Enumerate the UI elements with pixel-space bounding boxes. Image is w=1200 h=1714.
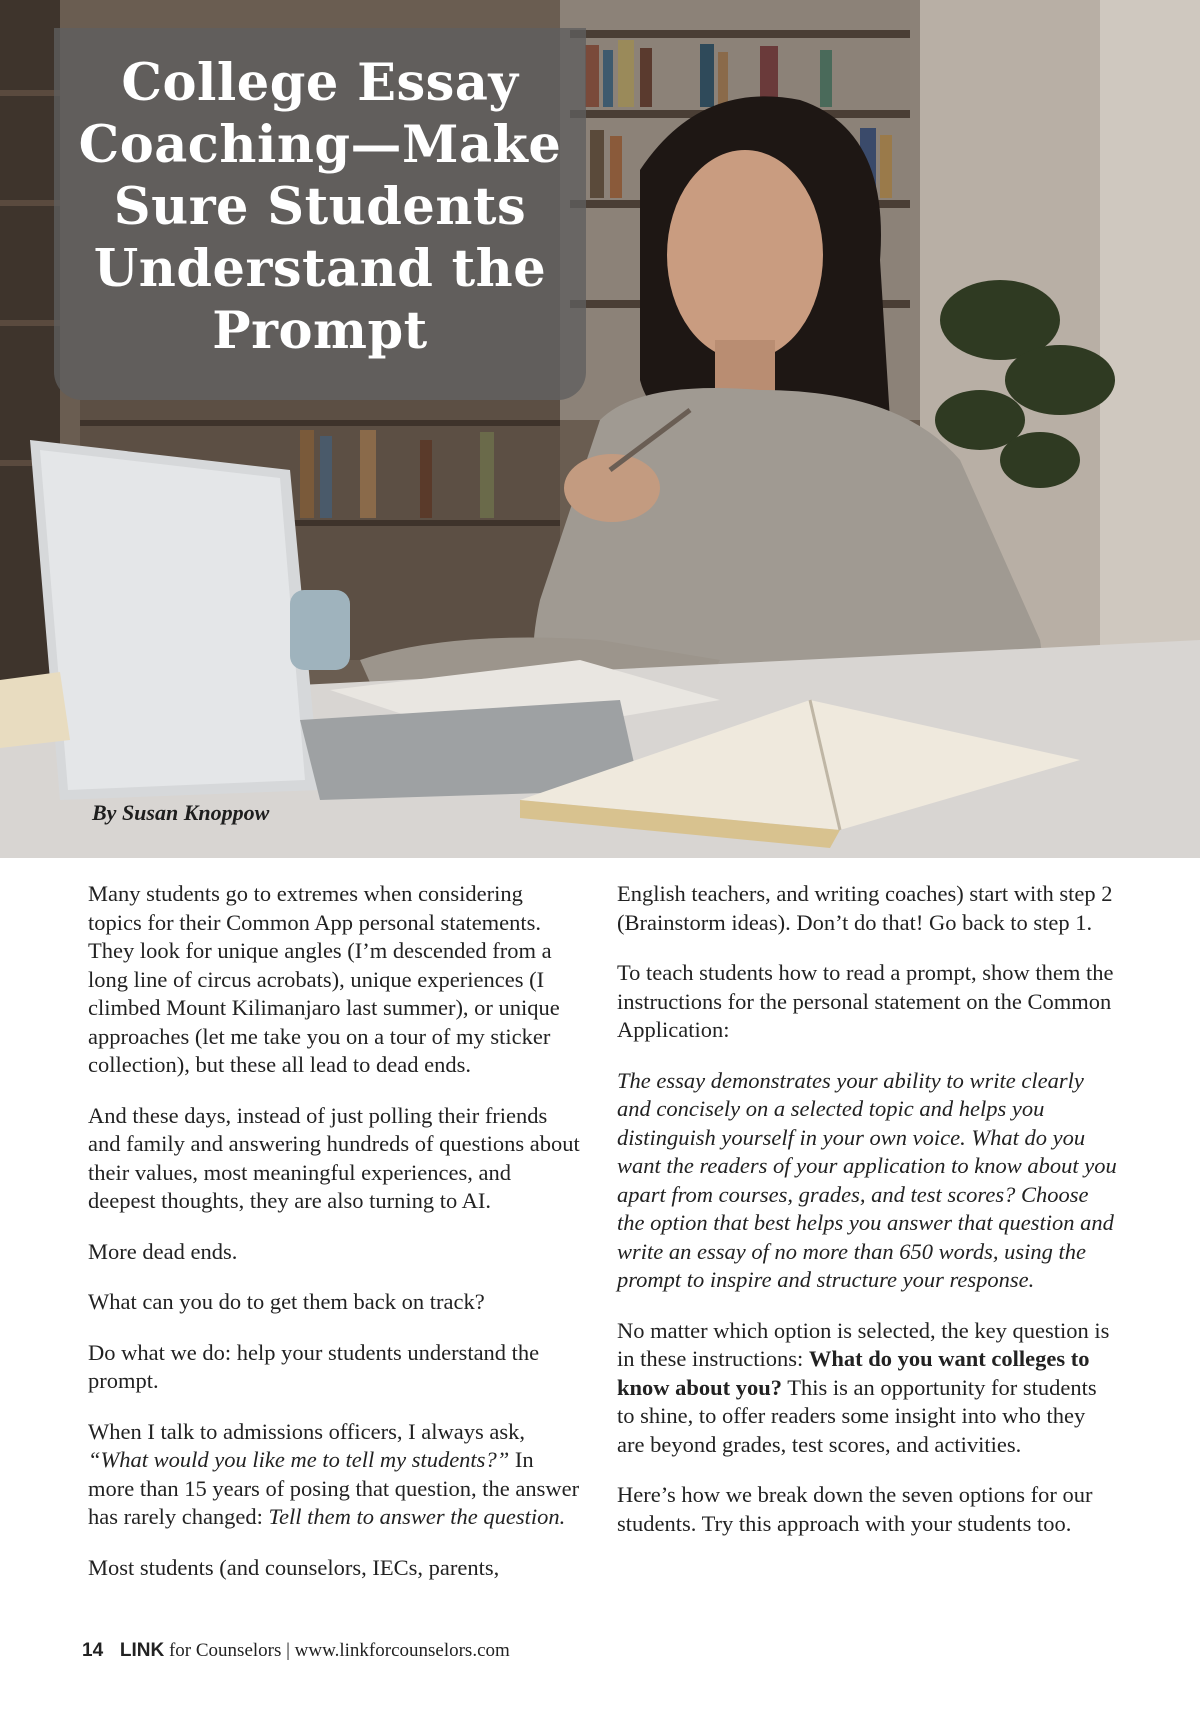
paragraph: English teachers, and writing coaches) start with step 2 (Brainstorm ideas). Don’t do that! Go back to step 1. <box>617 881 1113 935</box>
paragraph <box>88 1418 580 1532</box>
page-footer <box>82 1640 510 1662</box>
paragraph-text: When I talk to admissions officers, I always ask, <box>88 1418 525 1444</box>
italic-quote: The essay demonstrates your ability to write clearly and concisely on a selected topic and helps you distinguish yourself in your own voice. What do you want the readers of your application to know about you apart from courses, grades, and test scores? Choose the option that best helps you answer that question and write an essay of no more than 650 words, using the prompt to inspire and structure your response. <box>617 1067 1117 1292</box>
paragraph: And these days, instead of just polling their friends and family and answering hundreds of questions about their values, most meaningful experiences, and deepest thoughts, they are also turning to AI. <box>88 1102 580 1213</box>
footer-text: for Counselors | www.linkforcounselors.com <box>168 1640 510 1661</box>
brand-name: LINK <box>119 1640 165 1661</box>
prompt-instructions-quote <box>617 1067 1117 1295</box>
byline: By Susan Knoppow <box>92 800 270 825</box>
paragraph: To teach students how to read a prompt, show them the instructions for the personal statement on the Common Application: <box>617 960 1114 1042</box>
paragraph: Many students go to extremes when considering topics for their Common App personal statements. They look for unique angles (I’m descended from a long line of circus acrobats), unique experiences (I climbed Mount Kilimanjaro last summer), or unique approaches (let me take you on a tour of my sticker collection), but these all lead to dead ends. <box>88 881 560 1077</box>
paragraph: What can you do to get them back on track? <box>88 1289 485 1314</box>
answer-emphasis: Tell them to answer the question. <box>268 1504 566 1529</box>
left-column <box>88 880 580 1604</box>
paragraph: Most students (and counselors, IECs, parents, <box>88 1554 500 1580</box>
paragraph: More dead ends. <box>88 1238 238 1264</box>
paragraph: Do what we do: help your students understand the prompt. <box>88 1339 540 1393</box>
paragraph <box>617 1317 1117 1460</box>
right-column <box>617 880 1117 1560</box>
paragraph-text: This is an opportunity for students to shine, to offer readers some insight into who they are beyond grades, test scores, and activities. <box>617 1374 1097 1457</box>
paragraph-text: In more than 15 years of posing that question, the answer has rarely changed: <box>88 1447 580 1529</box>
paragraph-text: No matter which option is selected, the key question is in these instructions: <box>617 1317 1110 1371</box>
article-title: College Essay Coaching—Make Sure Students Understand the Prompt <box>78 53 562 361</box>
quoted-question: “What would you like me to tell my students?” <box>88 1447 510 1472</box>
paragraph: Here’s how we break down the seven options for our students. Try this approach with your students too. <box>617 1482 1093 1536</box>
page-number: 14 <box>82 1640 104 1661</box>
key-question: What do you want colleges to know about you? <box>617 1346 1090 1400</box>
